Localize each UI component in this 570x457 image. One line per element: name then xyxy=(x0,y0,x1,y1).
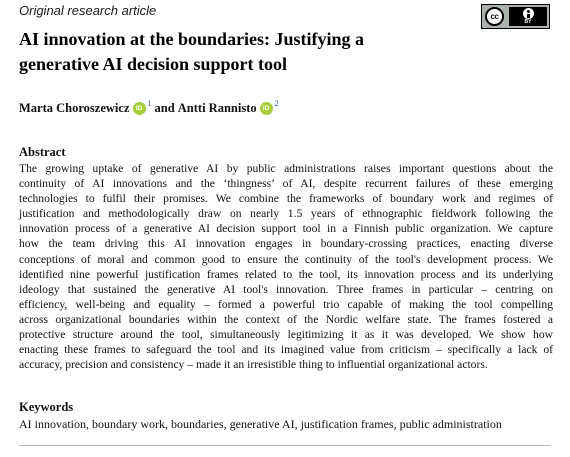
by-strip xyxy=(509,7,547,26)
orcid-icon[interactable]: iD xyxy=(133,102,146,115)
abstract-line: ideology that sustained the generative AI tool's innovation. Three frames in particular – centring on xyxy=(19,282,553,296)
abstract-line: continuity of AI innovations and the ‘thingness’ of AI, despite recurrent failures of these emerging xyxy=(19,177,553,191)
orcid-icon[interactable]: iD xyxy=(260,102,273,115)
keywords-heading: Keywords xyxy=(19,400,74,414)
affiliation-marker[interactable]: 1 xyxy=(147,99,152,108)
affiliation-marker[interactable]: 2 xyxy=(274,99,279,108)
abstract-line: technologies to fulfil their promises. We combine the frameworks of boundary work and regimes of xyxy=(19,192,553,206)
abstract-line: protective structure around the tool, simultaneously legitimizing it as it was developed. We show how xyxy=(19,328,553,342)
attribution-person-icon xyxy=(523,8,534,19)
author-name[interactable]: Marta Choroszewicz xyxy=(19,101,130,115)
abstract-line: how the team driving this AI innovation engages in boundary-crossing practices, enacting diverse xyxy=(19,237,553,251)
keywords-list: AI innovation, boundary work, boundaries, generative AI, justification frames, public administration xyxy=(19,417,502,431)
abstract-line: enacting these frames to safeguard the tool and its imagined value from criticism – specifically a lack of xyxy=(19,343,553,357)
abstract-line: innovation process of a generative AI decision support tool in a Finnish public organization. We capture xyxy=(19,222,553,236)
abstract-line: justification and methodologically draw on nearly 1.5 years of ethnographic fieldwork following the xyxy=(19,207,553,221)
title-line: AI innovation at the boundaries: Justifying a xyxy=(19,29,365,49)
author-list xyxy=(19,101,282,116)
abstract-line: conceptions of moral and common good to ensure the continuity of the tool's development process. We xyxy=(19,252,553,266)
abstract-line: efficiency, well-being and equality – formed a powerful trio capable of making the tool compelling xyxy=(19,297,553,311)
abstract-line: The growing uptake of generative AI by public administrations raises important questions about the xyxy=(19,162,553,175)
cc-by-license-badge[interactable] xyxy=(481,4,550,29)
abstract-line: identified nine powerful justification frames related to the tool, its innovation process and its underlying xyxy=(19,267,553,281)
abstract-line: across organizational boundaries within the context of the Nordic welfare state. The frames fostered a xyxy=(19,312,553,326)
cc-icon: cc xyxy=(485,7,504,26)
author-connector: and xyxy=(154,101,175,115)
abstract-line: accuracy, precision and consistency – made it an irresistible thing to influential organizational actors. xyxy=(19,358,488,372)
author-name[interactable]: Antti Rannisto xyxy=(177,101,257,115)
article-type-label: Original research article xyxy=(19,3,157,18)
article-title xyxy=(19,27,439,77)
abstract-text xyxy=(19,161,553,372)
by-label: BY xyxy=(524,19,532,25)
abstract-heading: Abstract xyxy=(19,145,66,159)
section-divider xyxy=(19,445,551,446)
title-line: generative AI decision support tool xyxy=(19,54,287,74)
